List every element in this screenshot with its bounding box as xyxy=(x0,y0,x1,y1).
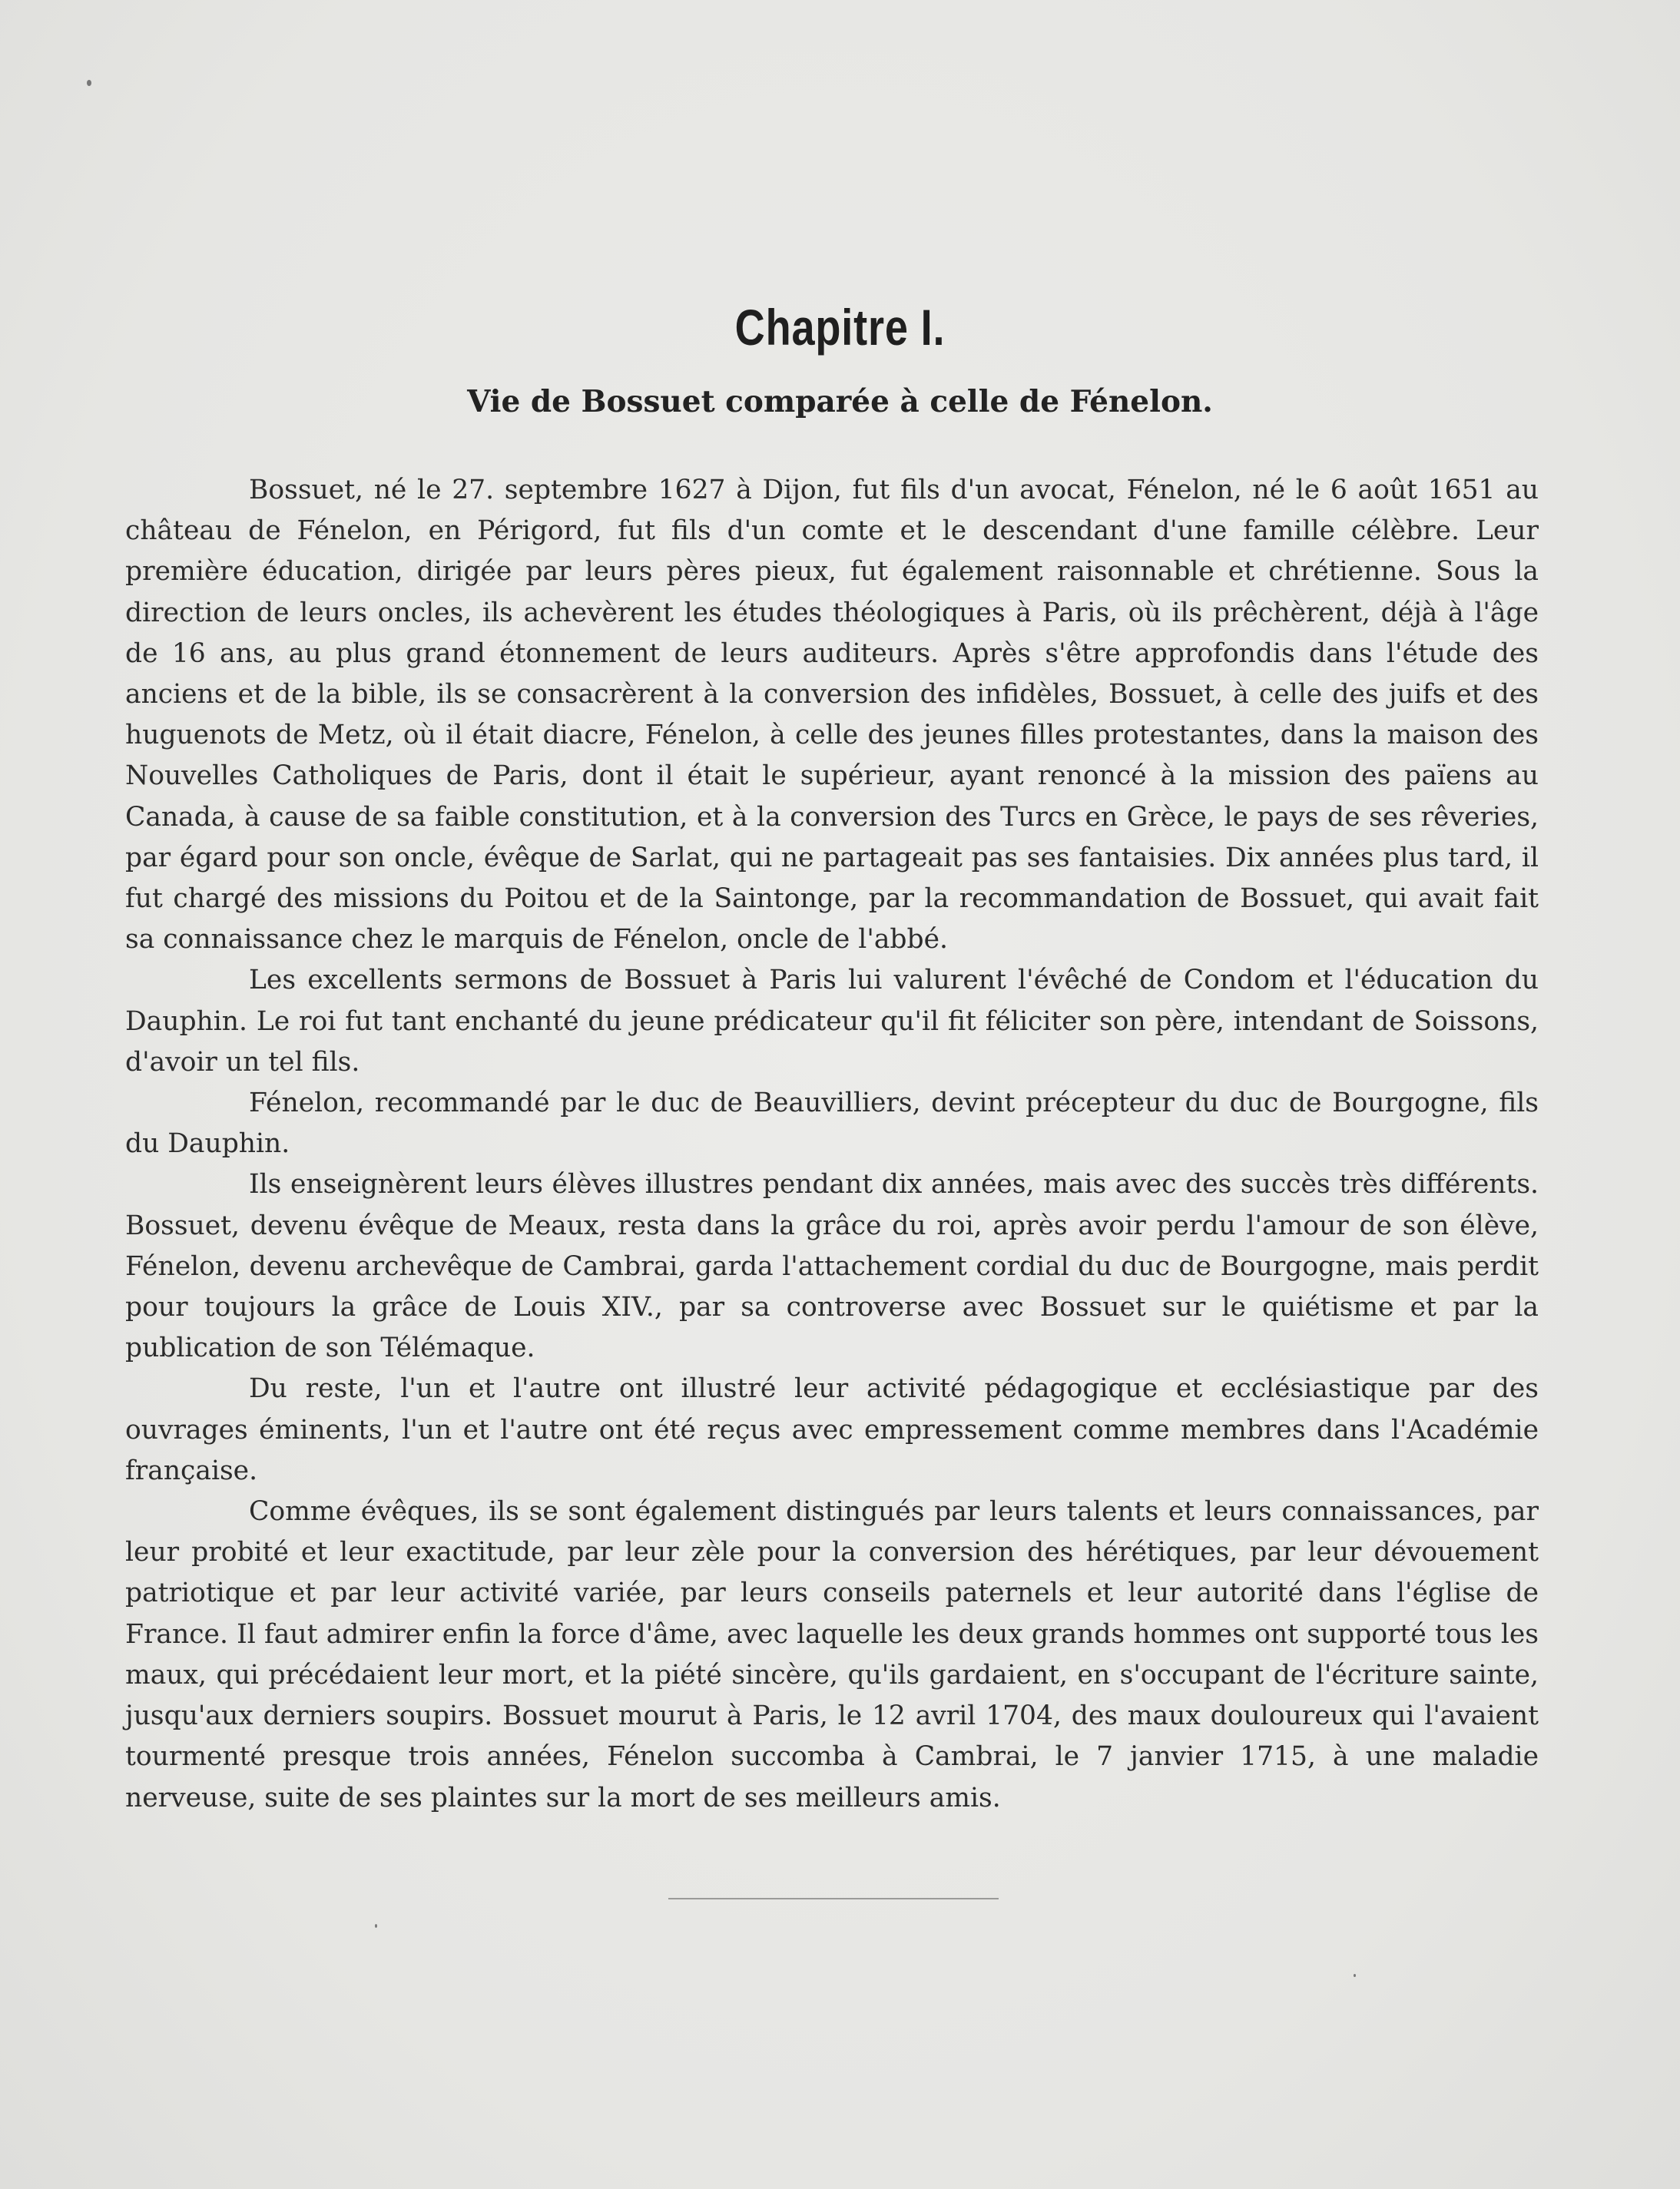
ink-speck xyxy=(87,80,91,86)
paragraph: Comme évêques, ils se sont également distingués par leurs talents et leurs connaissances, par leur probité et leur exactitude, par leur zèle pour la conversion des hérétiques, par leur dévouement patriotique et par leur activité variée, par leurs conseils paternels et leur autorité dans l'église de France. Il faut admirer enfin la force d'âme, avec laquelle les deux grands hommes ont supporté tous les maux, qui précédaient leur mort, et la piété sincère, qu'ils gardaient, en s'occupant de l'écriture sainte, jusqu'aux derniers soupirs. Bossuet mourut à Paris, le 12 avril 1704, des maux douloureux qui l'avaient tourmenté presque trois années, Fénelon succomba à Cambrai, le 7 janvier 1715, à une maladie nerveuse, suite de ses plaintes sur la mort de ses meilleurs amis. xyxy=(125,1496,1539,1813)
paragraph: Bossuet, né le 27. septembre 1627 à Dijon, fut fils d'un avocat, Fénelon, né le 6 août 1651 au château de Fénelon, en Périgord, fut fils d'un comte et le descendant d'une famille célèbre. Leur première éducation, dirigée par leurs pères pieux, fut également raisonnable et chrétienne. Sous la direction de leurs oncles, ils achevèrent les études théologiques à Paris, où ils prêchèrent, déjà à l'âge de 16 ans, au plus grand étonnement de leurs auditeurs. Après s'être approfondis dans l'étude des anciens et de la bible, ils se consacrèrent à la conversion des infidèles, Bossuet, à celle des juifs et des huguenots de Metz, où il était diacre, Fénelon, à celle des jeunes filles protestantes, dans la maison des Nouvelles Catholiques de Paris, dont il était le supérieur, ayant renoncé à la mission des païens au Canada, à cause de sa faible constitution, et à la conversion des Turcs en Grèce, le pays de ses rêveries, par égard pour son oncle, évêque de Sarlat, qui ne partageait pas ses fantaisies. Dix années plus tard, il fut chargé des missions du Poitou et de la Saintonge, par la recommandation de Bossuet, qui avait fait sa connaissance chez le marquis de Fénelon, oncle de l'abbé. xyxy=(125,475,1539,955)
chapter-body xyxy=(125,470,1539,1819)
paragraph: Ils enseignèrent leurs élèves illustres pendant dix années, mais avec des succès très différents. Bossuet, devenu évêque de Meaux, resta dans la grâce du roi, après avoir perdu l'amour de son élève, Fénelon, devenu archevêque de Cambrai, garda l'attachement cordial du duc de Bourgogne, mais perdit pour toujours la grâce de Louis XIV., par sa controverse avec Bossuet sur le quiétisme et par la publication de son Télémaque. xyxy=(125,1169,1539,1364)
paragraph: Du reste, l'un et l'autre ont illustré leur activité pédagogique et ecclésiastique par des ouvrages éminents, l'un et l'autre ont été reçus avec empressement comme membres dans l'Académie française. xyxy=(125,1373,1539,1486)
end-rule xyxy=(668,1898,999,1899)
paragraph: Fénelon, recommandé par le duc de Beauvilliers, devint précepteur du duc de Bourgogne, fils du Dauphin. xyxy=(125,1088,1539,1160)
chapter-title: Chapitre I. xyxy=(734,299,946,356)
chapter-subtitle: Vie de Bossuet comparée à celle de Fénelon. xyxy=(467,384,1213,419)
ink-speck xyxy=(1354,1974,1356,1977)
paragraph: Les excellents sermons de Bossuet à Paris lui valurent l'évêché de Condom et l'éducation du Dauphin. Le roi fut tant enchanté du jeune prédicateur qu'il fit féliciter son père, intendant de Soissons, d'avoir un tel fils. xyxy=(125,965,1539,1078)
ink-speck xyxy=(375,1924,377,1928)
